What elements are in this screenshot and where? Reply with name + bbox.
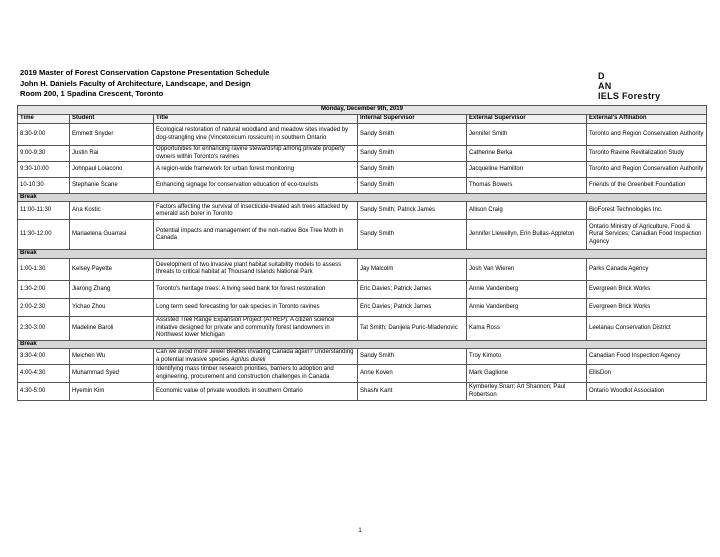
title-text: Can we avoid more Jewel Beetles invading Canada again? Understanding a potential invasive species xyxy=(156,349,354,363)
logo-line-1: D xyxy=(598,71,605,81)
external-supervisor-cell: Mark Gaglione xyxy=(467,365,587,383)
column-header-student: Student xyxy=(70,115,154,124)
title-cell: Potential impacts and management of the non-native Box Tree Moth in Canada xyxy=(154,220,358,250)
internal-supervisor-cell: Sandy Smith xyxy=(358,349,467,365)
title-cell: A region-wide framework for urban forest monitoring xyxy=(154,162,358,178)
external-supervisor-cell: Troy Kimoto xyxy=(467,349,587,365)
date-row xyxy=(18,106,707,115)
affiliation-cell: Toronto and Region Conservation Authority xyxy=(587,124,707,146)
column-header-time: Time xyxy=(18,115,70,124)
student-cell: Stephanie Scane xyxy=(70,178,154,194)
student-cell: Ana Kostic xyxy=(70,202,154,220)
title-cell: Enhancing signage for conservation education of eco-tourists xyxy=(154,178,358,194)
external-supervisor-cell: Jacqueline Hamilton xyxy=(467,162,587,178)
break-row xyxy=(18,340,707,348)
student-cell: Yichao Zhou xyxy=(70,298,154,316)
species-name: Agrilus dureli xyxy=(230,356,266,363)
student-cell: Kelsey Payette xyxy=(70,258,154,280)
internal-supervisor-cell: Eric Davies; Patrick James xyxy=(358,298,467,316)
break-row xyxy=(18,250,707,258)
time-cell: 3:30-4:00 xyxy=(18,349,70,365)
page-heading xyxy=(20,68,269,100)
time-cell: 11:00-11:30 xyxy=(18,202,70,220)
affiliation-cell: Ontario Ministry of Agriculture, Food & Rural Services; Canadian Food Inspection Agency xyxy=(587,220,707,250)
student-cell: Muhammad Syed xyxy=(70,365,154,383)
title-cell: Factors affecting the survival of insecticide-treated ash trees attacked by emerald ash borer in Toronto xyxy=(154,202,358,220)
table-row xyxy=(18,298,707,316)
student-cell: Justin Rai xyxy=(70,146,154,162)
time-cell: 4:30-5:00 xyxy=(18,383,70,401)
table-row xyxy=(18,178,707,194)
affiliation-cell: Evergreen Brick Works xyxy=(587,298,707,316)
column-header-internal-supervisor: Internal Supervisor xyxy=(358,115,467,124)
affiliation-cell: Canadian Food Inspection Agency xyxy=(587,349,707,365)
affiliation-cell: Evergreen Brick Works xyxy=(587,280,707,298)
time-cell: 4:00-4:30 xyxy=(18,365,70,383)
page-number: 1 xyxy=(358,528,362,534)
break-label: Break xyxy=(18,250,707,258)
student-cell: Mariaelena Guarrasi xyxy=(70,220,154,250)
external-supervisor-cell: Allison Craig xyxy=(467,202,587,220)
student-cell: Hyemin Kim xyxy=(70,383,154,401)
internal-supervisor-cell: Jay Malcolm xyxy=(358,258,467,280)
time-cell: 10-10:30 xyxy=(18,178,70,194)
time-cell: 9:00-9:30 xyxy=(18,146,70,162)
internal-supervisor-cell: Sandy Smith xyxy=(358,146,467,162)
student-cell: Madeline Baroli xyxy=(70,316,154,340)
page-title: 2019 Master of Forest Conservation Capstone Presentation Schedule xyxy=(20,68,270,77)
time-cell: 1:30-2:00 xyxy=(18,280,70,298)
table-row xyxy=(18,202,707,220)
time-cell: 11:30-12:00 xyxy=(18,220,70,250)
student-cell: Johnpaul Loiacono xyxy=(70,162,154,178)
external-supervisor-cell: Kymberley Snarr; Art Shannon; Paul Robertson xyxy=(467,383,587,401)
header-row xyxy=(18,115,707,124)
internal-supervisor-cell: Tat Smith; Danijela Puric-Mladenovic xyxy=(358,316,467,340)
break-label: Break xyxy=(18,340,707,348)
schedule-date: Monday, December 9th, 2019 xyxy=(18,106,707,115)
table-row xyxy=(18,383,707,401)
title-cell: Assisted Tree Range Expansion Project (ATREP): A citizen science initiative designed for private and community forest landowners in Northwest lower Michigan xyxy=(154,316,358,340)
column-header-title: Title xyxy=(154,115,358,124)
student-cell: Meichen Wu xyxy=(70,349,154,365)
table-row xyxy=(18,124,707,146)
external-supervisor-cell: Kama Ross xyxy=(467,316,587,340)
time-cell: 2:00-2:30 xyxy=(18,298,70,316)
schedule-table xyxy=(17,105,707,401)
external-supervisor-cell: Annie Vandenberg xyxy=(467,280,587,298)
title-cell: Opportunities for enhancing ravine stewardship among private property owners within Toronto's ravines xyxy=(154,146,358,162)
external-supervisor-cell: Thomas Bowers xyxy=(467,178,587,194)
faculty-name: John H. Daniels Faculty of Architecture, Landscape, and Design xyxy=(20,78,251,88)
internal-supervisor-cell: Anne Koven xyxy=(358,365,467,383)
affiliation-cell: Parks Canada Agency xyxy=(587,258,707,280)
affiliation-cell: Leelanau Conservation District xyxy=(587,316,707,340)
external-supervisor-cell: Josh Van Wieren xyxy=(467,258,587,280)
column-header-affiliation: External's Affiliation xyxy=(587,115,707,124)
external-supervisor-cell: Annie Vandenberg xyxy=(467,298,587,316)
internal-supervisor-cell: Eric Davies; Patrick James xyxy=(358,280,467,298)
table-row xyxy=(18,349,707,365)
internal-supervisor-cell: Sandy Smith xyxy=(358,220,467,250)
table-row xyxy=(18,316,707,340)
table-row xyxy=(18,162,707,178)
external-supervisor-cell: Jennifer Llewellyn, Erin Bullas-Appleton xyxy=(467,220,587,250)
external-supervisor-cell: Catherine Berka xyxy=(467,146,587,162)
student-cell: Emmett Snyder xyxy=(70,124,154,146)
daniels-forestry-logo xyxy=(598,71,660,101)
time-cell: 9:30-10:00 xyxy=(18,162,70,178)
affiliation-cell: EllisDon xyxy=(587,365,707,383)
column-header-external-supervisor: External Supervisor xyxy=(467,115,587,124)
title-cell: Toronto's heritage trees: A living seed bank for forest restoration xyxy=(154,280,358,298)
title-cell: Development of two invasive plant habitat suitability models to assess threats to critical habitat at Thousand Islands National Park xyxy=(154,258,358,280)
time-cell: 1:00-1:30 xyxy=(18,258,70,280)
internal-supervisor-cell: Sandy Smith; Patrick James xyxy=(358,202,467,220)
time-cell: 2:30-3:00 xyxy=(18,316,70,340)
room-location: Room 200, 1 Spadina Crescent, Toronto xyxy=(20,89,164,99)
title-cell: Identifying mass timber research priorities, barriers to adoption and engineering, procurement and construction challenges in Canada xyxy=(154,365,358,383)
title-cell xyxy=(154,349,358,365)
break-label: Break xyxy=(18,194,707,202)
affiliation-cell: BioForest Technologies Inc. xyxy=(587,202,707,220)
table-row xyxy=(18,258,707,280)
title-cell: Ecological restoration of natural woodland and meadow sites invaded by dog-strangling vine (Vincetoxicum rossicum) in southern Ontario xyxy=(154,124,358,146)
table-row xyxy=(18,146,707,162)
internal-supervisor-cell: Sandy Smith xyxy=(358,178,467,194)
affiliation-cell: Toronto Ravine Revitalization Study xyxy=(587,146,707,162)
break-row xyxy=(18,194,707,202)
table-row xyxy=(18,220,707,250)
affiliation-cell: Ontario Woodlot Association xyxy=(587,383,707,401)
time-cell: 8:30-9:00 xyxy=(18,124,70,146)
internal-supervisor-cell: Shashi Kant xyxy=(358,383,467,401)
logo-line-3: IELS Forestry xyxy=(598,91,661,101)
affiliation-cell: Toronto and Region Conservation Authority xyxy=(587,162,707,178)
logo-line-2: AN xyxy=(598,81,612,91)
table-row xyxy=(18,280,707,298)
affiliation-cell: Friends of the Greenbelt Foundation xyxy=(587,178,707,194)
internal-supervisor-cell: Sandy Smith xyxy=(358,124,467,146)
student-cell: Jiarong Zhang xyxy=(70,280,154,298)
external-supervisor-cell: Jennifer Smith xyxy=(467,124,587,146)
table-row xyxy=(18,365,707,383)
title-cell: Long term seed forecasting for oak species in Toronto ravines xyxy=(154,298,358,316)
title-cell: Economic value of private woodlots in southern Ontario xyxy=(154,383,358,401)
internal-supervisor-cell: Sandy Smith xyxy=(358,162,467,178)
